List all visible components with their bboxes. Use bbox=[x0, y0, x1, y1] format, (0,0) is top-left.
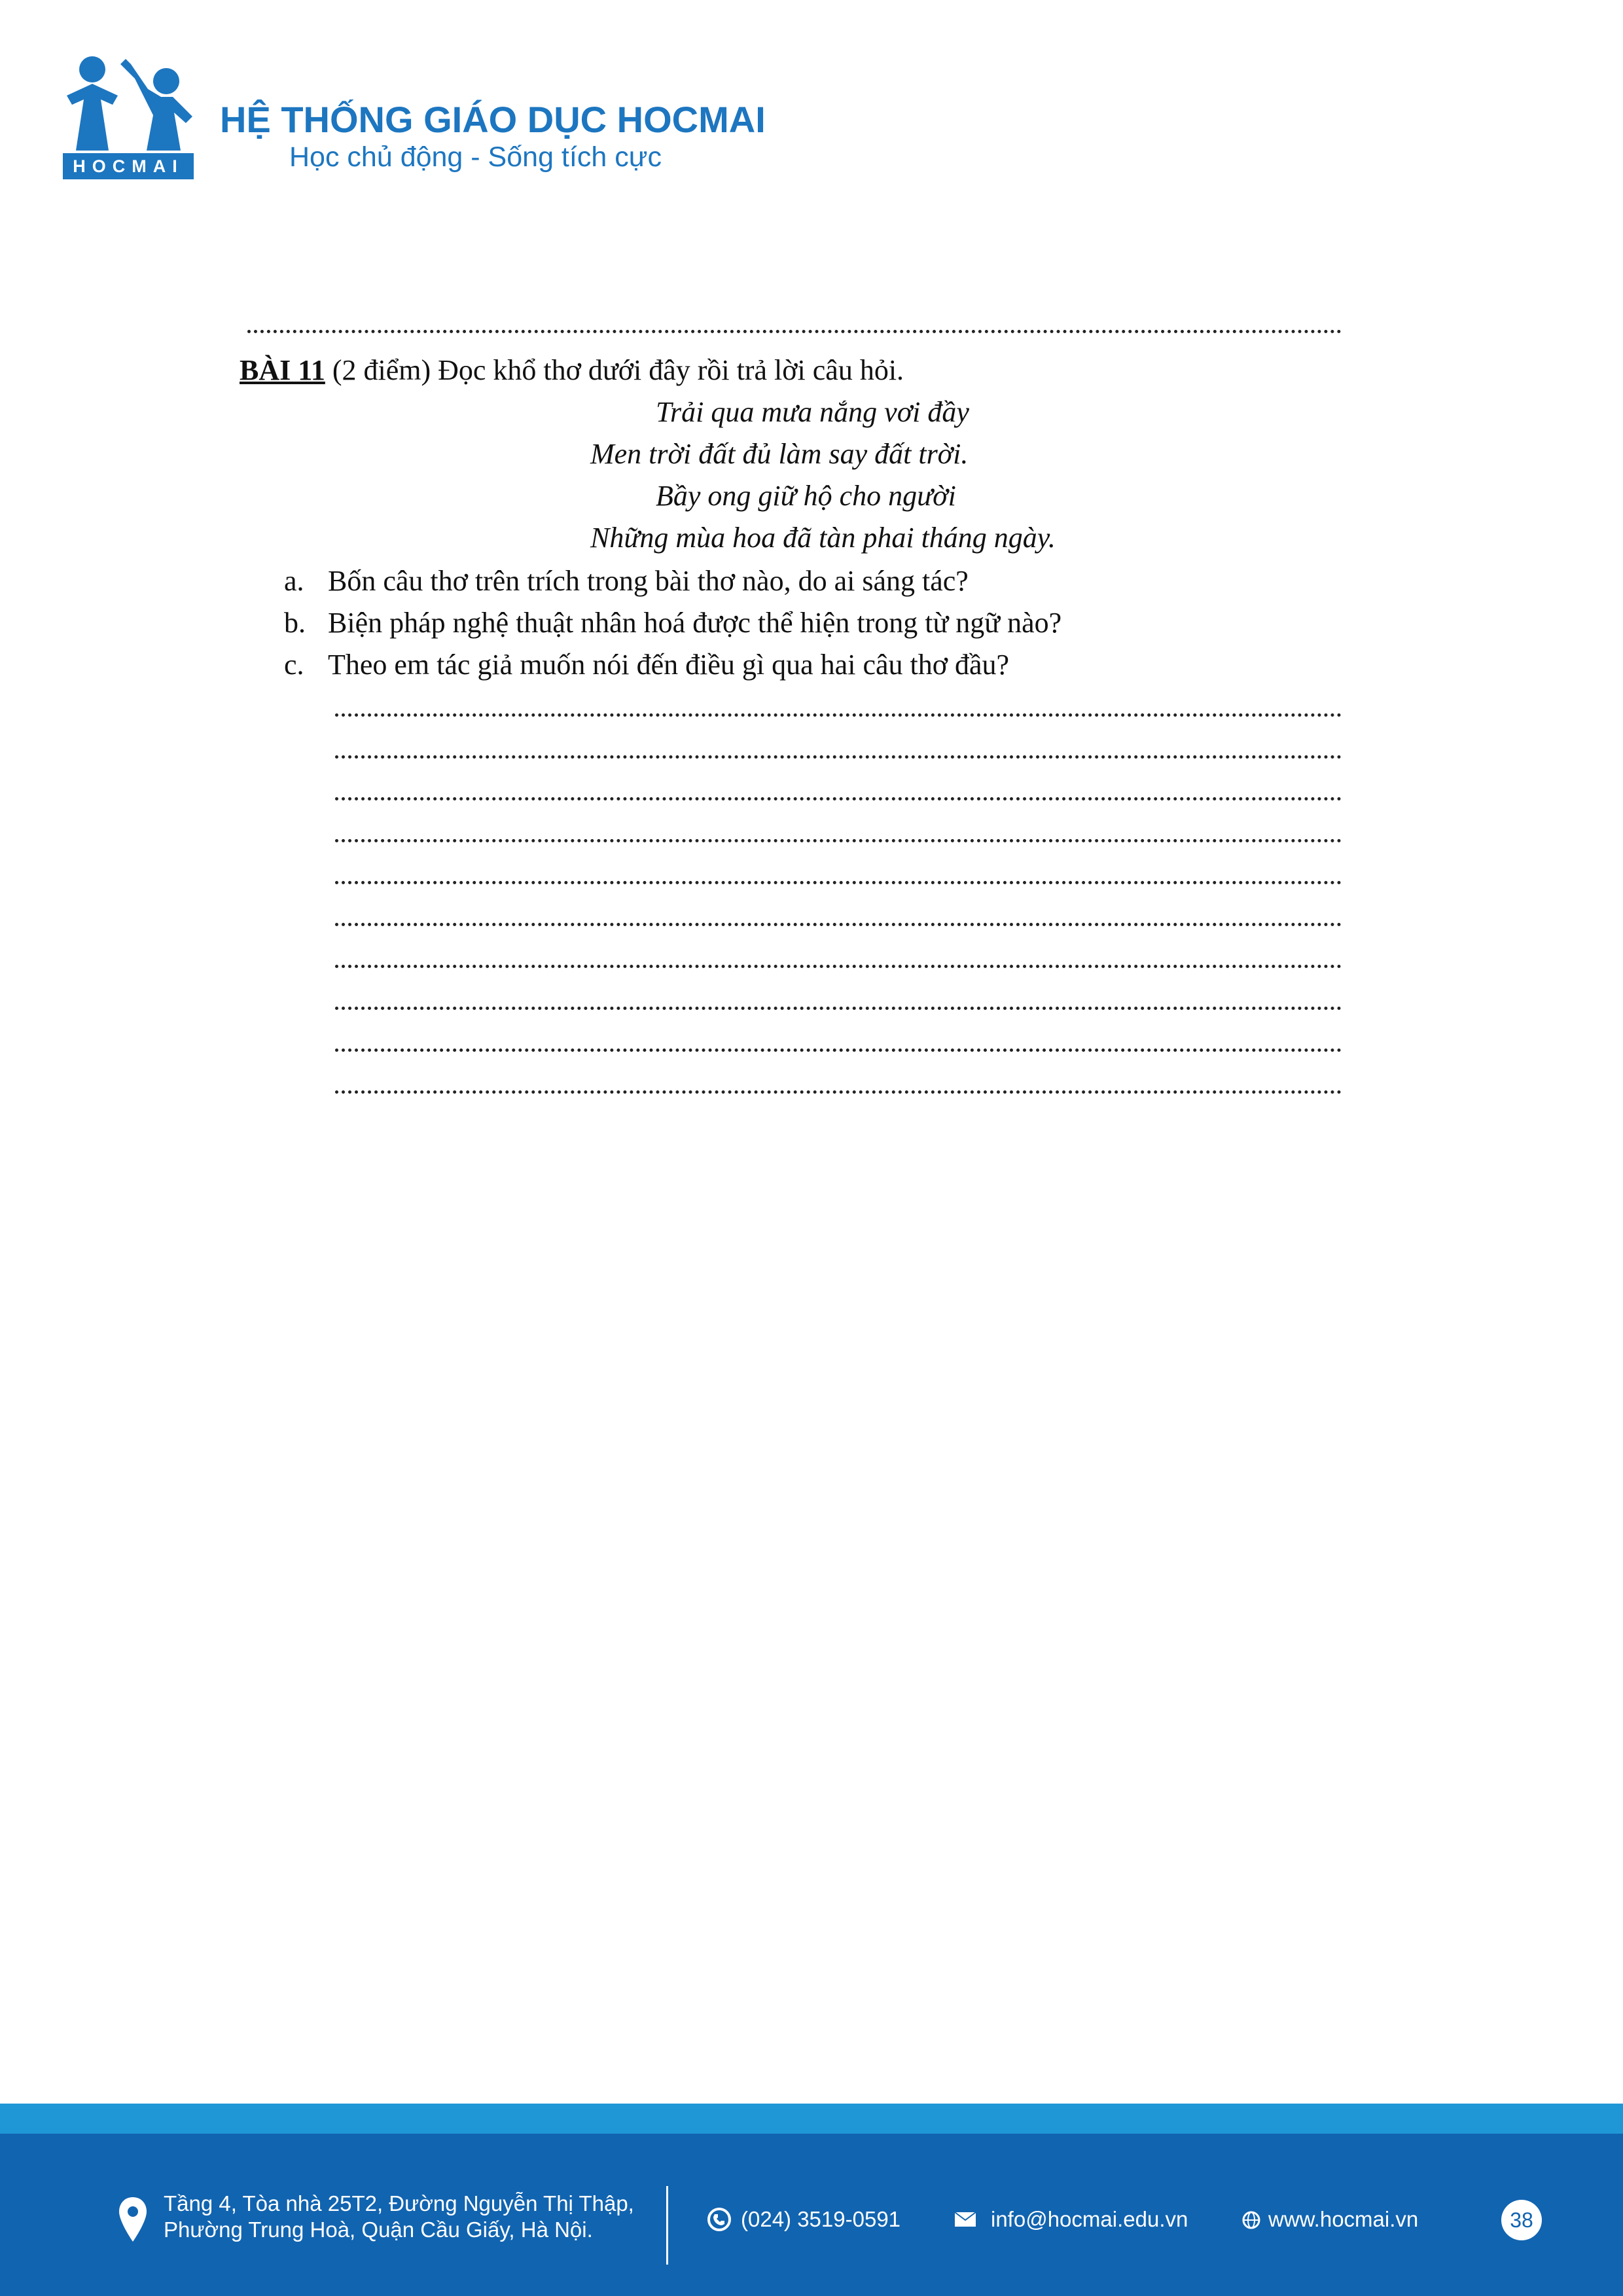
brand-slogan: Học chủ động - Sống tích cực bbox=[289, 141, 662, 173]
brand-title: HỆ THỐNG GIÁO DỤC HOCMAI bbox=[220, 99, 766, 140]
logo-figures-icon bbox=[63, 52, 196, 154]
footer-email[interactable]: info@hocmai.edu.vn bbox=[991, 2207, 1188, 2231]
poem-line: Men trời đất đủ làm say đất trời. bbox=[590, 438, 969, 470]
logo-wordmark: HOCMAI bbox=[63, 153, 194, 179]
question-item bbox=[284, 651, 1009, 679]
question-text: Theo em tác giả muốn nói đến điều gì qua hai câu thơ đầu? bbox=[328, 649, 1010, 681]
question-item bbox=[284, 609, 1061, 637]
answer-dotted-line bbox=[335, 755, 1342, 759]
question-item bbox=[284, 567, 969, 596]
poem-line: Trải qua mưa nắng vơi đầy bbox=[656, 396, 969, 428]
answer-dotted-line bbox=[335, 839, 1342, 842]
footer-website[interactable]: www.hocmai.vn bbox=[1268, 2207, 1419, 2231]
question-text: Bốn câu thơ trên trích trong bài thơ nào, do ai sáng tác? bbox=[328, 565, 969, 597]
phone-icon bbox=[707, 2207, 732, 2232]
page-number: 38 bbox=[1501, 2200, 1542, 2240]
exercise-label: BÀI 11 bbox=[240, 354, 325, 386]
answer-dotted-line bbox=[335, 1049, 1342, 1052]
answer-dotted-line bbox=[335, 1090, 1342, 1094]
footer-divider bbox=[666, 2186, 668, 2265]
hocmai-logo bbox=[63, 52, 196, 181]
location-pin-icon bbox=[118, 2196, 148, 2243]
answer-dotted-line bbox=[335, 713, 1342, 717]
question-text: Biện pháp nghệ thuật nhân hoá được thể hiện trong từ ngữ nào? bbox=[328, 607, 1062, 639]
question-marker: c. bbox=[284, 649, 304, 681]
page-header bbox=[0, 0, 1623, 196]
footer-address-line1: Tầng 4, Tòa nhà 25T2, Đường Nguyễn Thị Thập, bbox=[164, 2191, 634, 2215]
poem-line: Bầy ong giữ hộ cho người bbox=[656, 480, 956, 512]
poem-line: Những mùa hoa đã tàn phai tháng ngày. bbox=[590, 522, 1056, 554]
answer-dotted-line bbox=[335, 797, 1342, 800]
answer-dotted-line bbox=[335, 923, 1342, 926]
footer-address-line2: Phường Trung Hoà, Quận Cầu Giấy, Hà Nội. bbox=[164, 2217, 593, 2242]
footer-stripe bbox=[0, 2104, 1623, 2134]
question-marker: a. bbox=[284, 565, 304, 597]
page-footer bbox=[0, 2134, 1623, 2296]
globe-icon bbox=[1242, 2211, 1260, 2229]
question-marker: b. bbox=[284, 607, 306, 639]
exercise-instruction: (2 điểm) Đọc khổ thơ dưới đây rồi trả lời câu hỏi. bbox=[325, 354, 904, 386]
answer-dotted-line bbox=[335, 1007, 1342, 1010]
exercise-heading bbox=[240, 356, 904, 385]
email-icon bbox=[954, 2211, 976, 2228]
answer-dotted-line bbox=[247, 330, 1342, 333]
answer-dotted-line bbox=[335, 881, 1342, 884]
footer-phone[interactable]: (024) 3519-0591 bbox=[741, 2207, 901, 2231]
answer-dotted-line bbox=[335, 965, 1342, 968]
